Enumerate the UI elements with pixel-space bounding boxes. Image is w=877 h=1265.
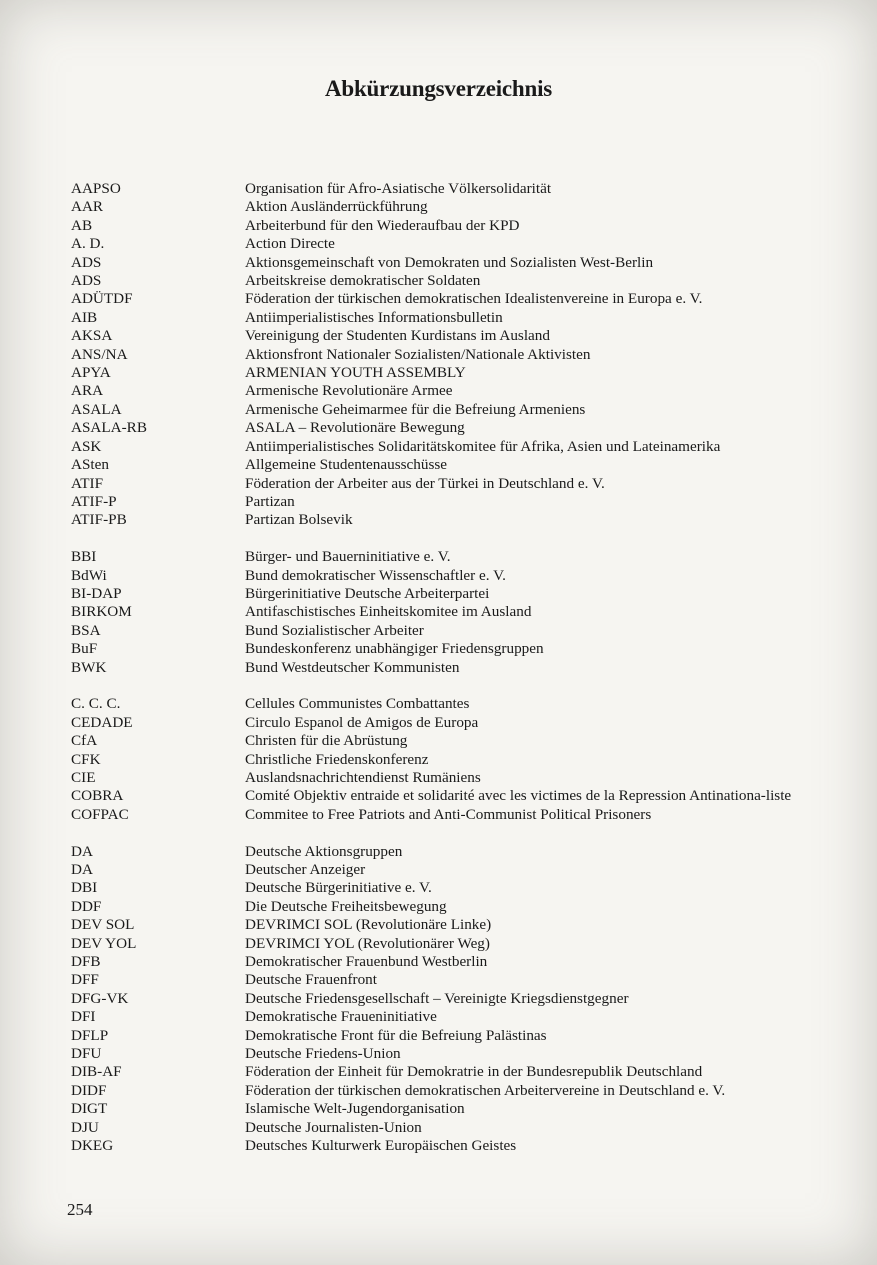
abbreviation: CFK	[71, 750, 101, 768]
abbreviation: DBI	[71, 879, 98, 897]
definition: Action Directe	[245, 235, 335, 253]
definition: Islamische Welt-Jugendorganisation	[245, 1100, 465, 1118]
abbreviation: DFLP	[71, 1026, 109, 1044]
abbreviation-list	[71, 180, 841, 1174]
abbreviation-entry	[71, 217, 841, 235]
abbreviation-group	[71, 180, 841, 530]
abbreviation-entry	[71, 990, 841, 1008]
definition: Partizan	[245, 492, 295, 510]
abbreviation-entry	[71, 1063, 841, 1081]
abbreviation: CIE	[71, 768, 96, 786]
abbreviation: AAR	[71, 198, 104, 216]
abbreviation: ADÜTDF	[71, 290, 133, 308]
abbreviation: DFG-VK	[71, 989, 129, 1007]
definition: Auslandsnachrichtendienst Rumäniens	[245, 768, 481, 786]
abbreviation: A. D.	[71, 235, 105, 253]
abbreviation: BuF	[71, 640, 98, 658]
abbreviation: DA	[71, 860, 93, 878]
definition: Deutsche Frauenfront	[245, 971, 378, 989]
abbreviation: ADS	[71, 253, 102, 271]
abbreviation-entry	[71, 935, 841, 953]
definition: Deutsche Aktionsgruppen	[245, 842, 403, 860]
definition: Aktionsfront Nationaler Sozialisten/Nationale Aktivisten	[245, 345, 591, 363]
abbreviation-entry	[71, 695, 841, 713]
definition: Organisation für Afro-Asiatische Völkersolidarität	[245, 180, 552, 197]
abbreviation-entry	[71, 585, 841, 603]
definition: Die Deutsche Freiheitsbewegung	[245, 897, 447, 915]
abbreviation: C. C. C.	[71, 695, 121, 713]
abbreviation-entry	[71, 898, 841, 916]
abbreviation-entry	[71, 1100, 841, 1118]
abbreviation-entry	[71, 640, 841, 658]
abbreviation-entry	[71, 309, 841, 327]
abbreviation: AKSA	[71, 327, 113, 345]
abbreviation-group	[71, 695, 841, 824]
abbreviation: DIGT	[71, 1100, 108, 1118]
abbreviation-entry	[71, 843, 841, 861]
definition: Antiimperialistisches Informationsbulletin	[245, 308, 503, 326]
abbreviation-entry	[71, 567, 841, 585]
abbreviation: AB	[71, 216, 93, 234]
definition: Demokratischer Frauenbund Westberlin	[245, 953, 488, 971]
abbreviation: ASten	[71, 456, 109, 474]
abbreviation-entry	[71, 953, 841, 971]
definition: Deutsche Friedens-Union	[245, 1045, 401, 1063]
abbreviation-entry	[71, 272, 841, 290]
abbreviation-entry	[71, 1119, 841, 1137]
abbreviation-entry	[71, 787, 841, 805]
definition: Circulo Espanol de Amigos de Europa	[245, 713, 479, 731]
abbreviation: BSA	[71, 621, 101, 639]
page-title: Abkürzungsverzeichnis	[324, 76, 553, 101]
abbreviation-entry	[71, 419, 841, 437]
definition: DEVRIMCI SOL (Revolutionäre Linke)	[245, 916, 492, 934]
abbreviation-entry	[71, 1137, 841, 1155]
definition: Christen für die Abrüstung	[245, 732, 408, 750]
abbreviation-entry	[71, 769, 841, 787]
definition: Föderation der türkischen demokratischen Idealistenvereine in Europa e. V.	[245, 290, 703, 308]
definition: Armenische Geheimarmee für die Befreiung Armeniens	[245, 400, 586, 418]
abbreviation-group	[71, 843, 841, 1156]
abbreviation-entry	[71, 548, 841, 566]
definition: Deutsches Kulturwerk Europäischen Geistes	[245, 1137, 517, 1155]
definition: Deutsche Bürgerinitiative e. V.	[245, 879, 432, 897]
definition: Commitee to Free Patriots and Anti-Communist Political Prisoners	[245, 805, 652, 823]
abbreviation: CfA	[71, 732, 98, 750]
abbreviation: APYA	[71, 364, 111, 382]
abbreviation: DKEG	[71, 1137, 114, 1155]
abbreviation: DIDF	[71, 1081, 107, 1099]
abbreviation-entry	[71, 1045, 841, 1063]
definition: ARMENIAN YOUTH ASSEMBLY	[245, 364, 466, 382]
abbreviation: ATIF-P	[71, 492, 117, 510]
abbreviation-entry	[71, 475, 841, 493]
abbreviation-entry	[71, 198, 841, 216]
definition: Föderation der Einheit für Demokratrie in der Bundesrepublik Deutschland	[245, 1063, 703, 1081]
definition: Antifaschistisches Einheitskomitee im Ausland	[245, 603, 532, 621]
abbreviation: DIB-AF	[71, 1063, 122, 1081]
abbreviation: BIRKOM	[71, 603, 132, 621]
abbreviation-entry	[71, 659, 841, 677]
definition: Föderation der Arbeiter aus der Türkei in Deutschland e. V.	[245, 474, 605, 492]
abbreviation-entry	[71, 1082, 841, 1100]
definition: DEVRIMCI YOL (Revolutionärer Weg)	[245, 934, 490, 952]
abbreviation: ARA	[71, 382, 104, 400]
page-number: 254	[67, 1200, 93, 1219]
abbreviation-entry	[71, 971, 841, 989]
abbreviation: DDF	[71, 897, 102, 915]
abbreviation-entry	[71, 235, 841, 253]
abbreviation: COBRA	[71, 787, 124, 805]
abbreviation-entry	[71, 861, 841, 879]
abbreviation-entry	[71, 751, 841, 769]
abbreviation-entry	[71, 438, 841, 456]
definition: Allgemeine Studentenausschüsse	[245, 456, 448, 474]
abbreviation: AAPSO	[71, 180, 121, 197]
abbreviation: BWK	[71, 658, 107, 676]
definition: Vereinigung der Studenten Kurdistans im Ausland	[245, 327, 550, 345]
definition: Bund Sozialistischer Arbeiter	[245, 621, 424, 639]
abbreviation: ASALA	[71, 400, 122, 418]
abbreviation-entry	[71, 346, 841, 364]
definition: Bürgerinitiative Deutsche Arbeiterpartei	[245, 584, 490, 602]
abbreviation: BI-DAP	[71, 584, 122, 602]
abbreviation: ASK	[71, 437, 102, 455]
abbreviation-entry	[71, 456, 841, 474]
abbreviation-entry	[71, 714, 841, 732]
abbreviation-entry	[71, 603, 841, 621]
abbreviation: DFB	[71, 953, 101, 971]
abbreviation-entry	[71, 916, 841, 934]
abbreviation-entry	[71, 327, 841, 345]
abbreviation: CEDADE	[71, 713, 133, 731]
abbreviation-entry	[71, 806, 841, 824]
definition: Deutsche Friedensgesellschaft – Vereinigte Kriegsdienstgegner	[245, 989, 629, 1007]
definition: Arbeiterbund für den Wiederaufbau der KPD	[245, 216, 520, 234]
abbreviation-group	[71, 548, 841, 677]
definition: Bund demokratischer Wissenschaftler e. V.	[245, 566, 506, 584]
definition: Demokratische Fraueninitiative	[245, 1008, 437, 1026]
abbreviation: ASALA-RB	[71, 419, 147, 437]
definition: Arbeitskreise demokratischer Soldaten	[245, 272, 481, 290]
abbreviation: BBI	[71, 548, 97, 566]
abbreviation-entry	[71, 401, 841, 419]
abbreviation-entry	[71, 1008, 841, 1026]
abbreviation: COFPAC	[71, 805, 129, 823]
abbreviation: DA	[71, 842, 93, 860]
definition: Antiimperialistisches Solidaritätskomitee für Afrika, Asien und Lateinamerika	[245, 437, 721, 455]
abbreviation-entry	[71, 382, 841, 400]
definition: Bund Westdeutscher Kommunisten	[245, 658, 460, 676]
abbreviation-entry	[71, 180, 841, 198]
definition: ASALA – Revolutionäre Bewegung	[245, 419, 465, 437]
abbreviation: AIB	[71, 308, 98, 326]
abbreviation-entry	[71, 254, 841, 272]
abbreviation-entry	[71, 622, 841, 640]
abbreviation: ATIF-PB	[71, 511, 127, 529]
definition: Aktion Ausländerrückführung	[245, 198, 428, 216]
abbreviation: DJU	[71, 1118, 99, 1136]
definition: Armenische Revolutionäre Armee	[245, 382, 453, 400]
abbreviation: DFF	[71, 971, 99, 989]
definition: Demokratische Front für die Befreiung Palästinas	[245, 1026, 547, 1044]
definition: Deutscher Anzeiger	[245, 860, 366, 878]
definition: Partizan Bolsevik	[245, 511, 353, 529]
definition: Bürger- und Bauerninitiative e. V.	[245, 548, 451, 566]
abbreviation-entry	[71, 364, 841, 382]
abbreviation: BdWi	[71, 566, 107, 584]
abbreviation: DFU	[71, 1045, 102, 1063]
definition: Comité Objektiv entraide et solidarité avec les victimes de la Repression Antinationa-liste	[245, 787, 792, 805]
abbreviation-entry	[71, 732, 841, 750]
abbreviation-entry	[71, 511, 841, 529]
definition: Bundeskonferenz unabhängiger Friedensgruppen	[245, 640, 544, 658]
definition: Cellules Communistes Combattantes	[245, 695, 470, 713]
abbreviation: ATIF	[71, 474, 104, 492]
abbreviation-entry	[71, 493, 841, 511]
abbreviation: ADS	[71, 272, 102, 290]
abbreviation-entry	[71, 1027, 841, 1045]
definition: Deutsche Journalisten-Union	[245, 1118, 422, 1136]
definition: Föderation der türkischen demokratischen Arbeitervereine in Deutschland e. V.	[245, 1081, 726, 1099]
abbreviation: DEV YOL	[71, 934, 137, 952]
abbreviation: ANS/NA	[71, 345, 128, 363]
abbreviation: DFI	[71, 1008, 96, 1026]
abbreviation-entry	[71, 879, 841, 897]
abbreviation: DEV SOL	[71, 916, 135, 934]
definition: Aktionsgemeinschaft von Demokraten und Sozialisten West-Berlin	[245, 253, 654, 271]
definition: Christliche Friedenskonferenz	[245, 750, 429, 768]
abbreviation-entry	[71, 290, 841, 308]
